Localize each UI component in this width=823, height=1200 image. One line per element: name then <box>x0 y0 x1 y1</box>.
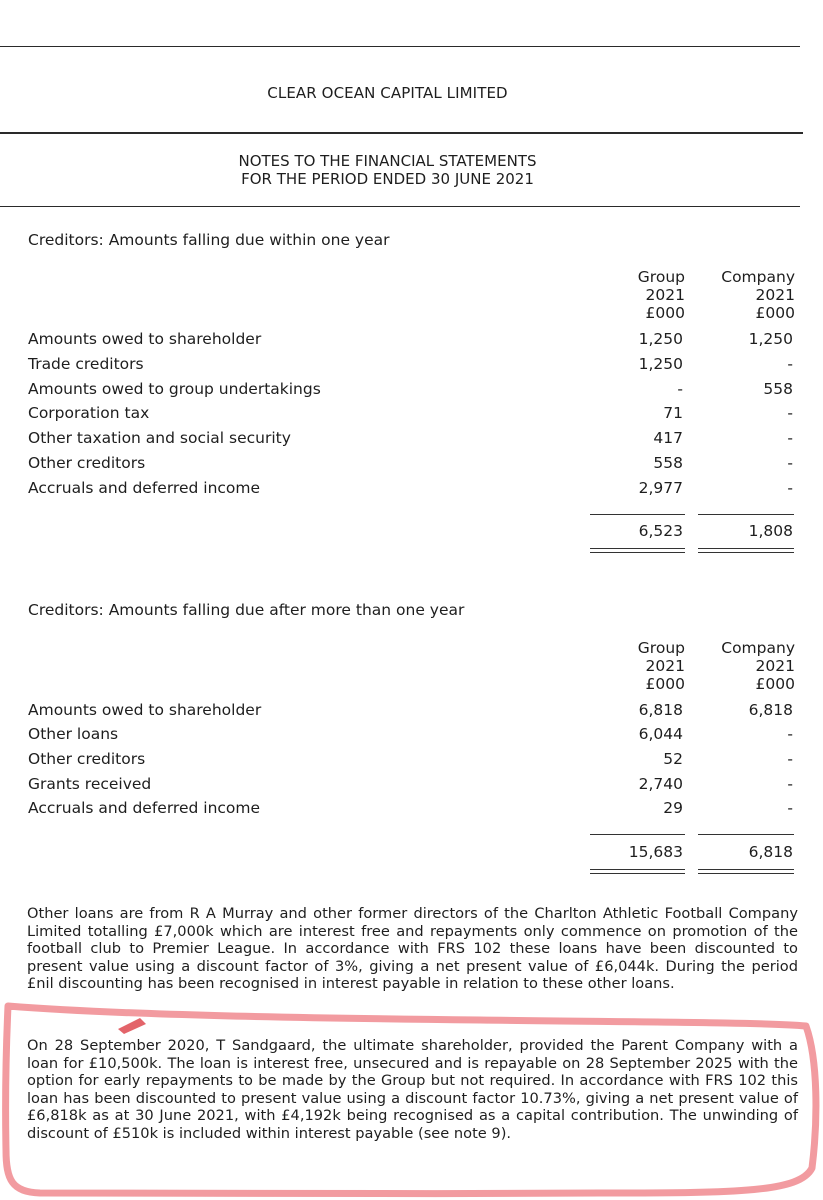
row-label: Amounts owed to group undertakings <box>28 380 321 398</box>
company-value: - <box>787 775 793 793</box>
group-header-unit: £000 <box>645 675 685 693</box>
row-label: Accruals and deferred income <box>28 479 261 497</box>
group-value: 52 <box>663 750 683 768</box>
table-row <box>28 454 798 474</box>
row-label: Corporation tax <box>28 404 150 422</box>
total-row <box>28 843 798 863</box>
company-value: 558 <box>763 380 793 398</box>
group-total: 6,523 <box>638 522 683 540</box>
row-label: Other creditors <box>28 454 146 472</box>
company-value: 6,818 <box>748 701 793 719</box>
company-total-double-rule <box>698 869 794 874</box>
row-label: Amounts owed to shareholder <box>28 701 262 719</box>
company-value: - <box>787 750 793 768</box>
company-total-double-rule <box>698 548 794 553</box>
group-value: 6,044 <box>638 725 683 743</box>
row-label: Amounts owed to shareholder <box>28 330 262 348</box>
table-row <box>28 330 798 350</box>
table-row <box>28 775 798 795</box>
title-rule <box>0 132 803 134</box>
group-header-year: 2021 <box>645 657 685 675</box>
group-header-unit: £000 <box>645 304 685 322</box>
company-header-label: Company <box>721 268 795 286</box>
row-label: Other loans <box>28 725 119 743</box>
group-value: 1,250 <box>638 330 683 348</box>
row-label: Grants received <box>28 775 152 793</box>
group-value: 417 <box>653 429 683 447</box>
group-value: 1,250 <box>638 355 683 373</box>
company-header-year: 2021 <box>755 286 795 304</box>
company-value: - <box>787 355 793 373</box>
company-total: 6,818 <box>748 843 793 861</box>
other-loans-note: Other loans are from R A Murray and other former directors of the Charlton Athletic Football Company Limited totalling £7,000k which are interest free and repayments only commence on promotion of the football club to Premier League. In accordance with FRS 102 these loans have been discounted to present value using a discount factor of 3%, giving a net present value of £6,044k. During the period £nil discounting has been recognised in interest payable in relation to these other loans. <box>27 905 798 993</box>
company-header-label: Company <box>721 639 795 657</box>
group-value: 6,818 <box>638 701 683 719</box>
company-subtotal-rule <box>698 514 794 515</box>
row-label: Other taxation and social security <box>28 429 291 447</box>
table-row <box>28 750 798 770</box>
group-header-label: Group <box>637 639 685 657</box>
group-header-label: Group <box>637 268 685 286</box>
group-header-year: 2021 <box>645 286 685 304</box>
table-row <box>28 355 798 375</box>
company-value: - <box>787 429 793 447</box>
group-column-header <box>595 639 685 693</box>
company-value: - <box>787 725 793 743</box>
company-column-header <box>705 268 795 322</box>
group-subtotal-rule <box>590 834 685 835</box>
group-value: 2,740 <box>638 775 683 793</box>
row-label: Accruals and deferred income <box>28 799 261 817</box>
company-name: CLEAR OCEAN CAPITAL LIMITED <box>267 84 508 102</box>
top-rule <box>0 46 800 47</box>
shareholder-loan-note: On 28 September 2020, T Sandgaard, the ultimate shareholder, provided the Parent Company with a loan for £10,500k. The loan is interest free, unsecured and is repayable on 28 September 2025 with the option for early repayments to be made by the Group but not required. In accordance with FRS 102 this loan has been discounted to present value using a discount factor 10.73%, giving a net present value of £6,818k as at 30 June 2021, with £4,192k being recognised as a capital contribution. The unwinding of discount of £510k is included within interest payable (see note 9). <box>27 1037 798 1142</box>
notes-title <box>0 152 775 188</box>
group-subtotal-rule <box>590 514 685 515</box>
company-value: - <box>787 799 793 817</box>
table-row <box>28 404 798 424</box>
notes-title-line1: NOTES TO THE FINANCIAL STATEMENTS <box>238 152 537 170</box>
company-column-header <box>705 639 795 693</box>
group-column-header <box>595 268 685 322</box>
row-label: Trade creditors <box>28 355 144 373</box>
company-value: - <box>787 479 793 497</box>
group-total-double-rule <box>590 548 685 553</box>
company-header-unit: £000 <box>755 675 795 693</box>
company-value: - <box>787 404 793 422</box>
group-value: 29 <box>663 799 683 817</box>
section-heading-within-one-year: Creditors: Amounts falling due within one year <box>28 231 390 249</box>
group-total: 15,683 <box>628 843 683 861</box>
company-header-unit: £000 <box>755 304 795 322</box>
notes-rule <box>0 206 800 207</box>
total-row <box>28 522 798 542</box>
company-value: - <box>787 454 793 472</box>
table-row <box>28 799 798 819</box>
table-row <box>28 380 798 400</box>
table-row <box>28 429 798 449</box>
group-value: 558 <box>653 454 683 472</box>
group-total-double-rule <box>590 869 685 874</box>
highlight-mark <box>118 1018 146 1034</box>
group-value: 2,977 <box>638 479 683 497</box>
notes-title-line2: FOR THE PERIOD ENDED 30 JUNE 2021 <box>241 170 534 188</box>
table-row <box>28 479 798 499</box>
group-value: - <box>677 380 683 398</box>
company-subtotal-rule <box>698 834 794 835</box>
company-total: 1,808 <box>748 522 793 540</box>
table-row <box>28 725 798 745</box>
row-label: Other creditors <box>28 750 146 768</box>
company-header-year: 2021 <box>755 657 795 675</box>
company-value: 1,250 <box>748 330 793 348</box>
table-row <box>28 701 798 721</box>
group-value: 71 <box>663 404 683 422</box>
section-heading-after-one-year: Creditors: Amounts falling due after more than one year <box>28 601 465 619</box>
